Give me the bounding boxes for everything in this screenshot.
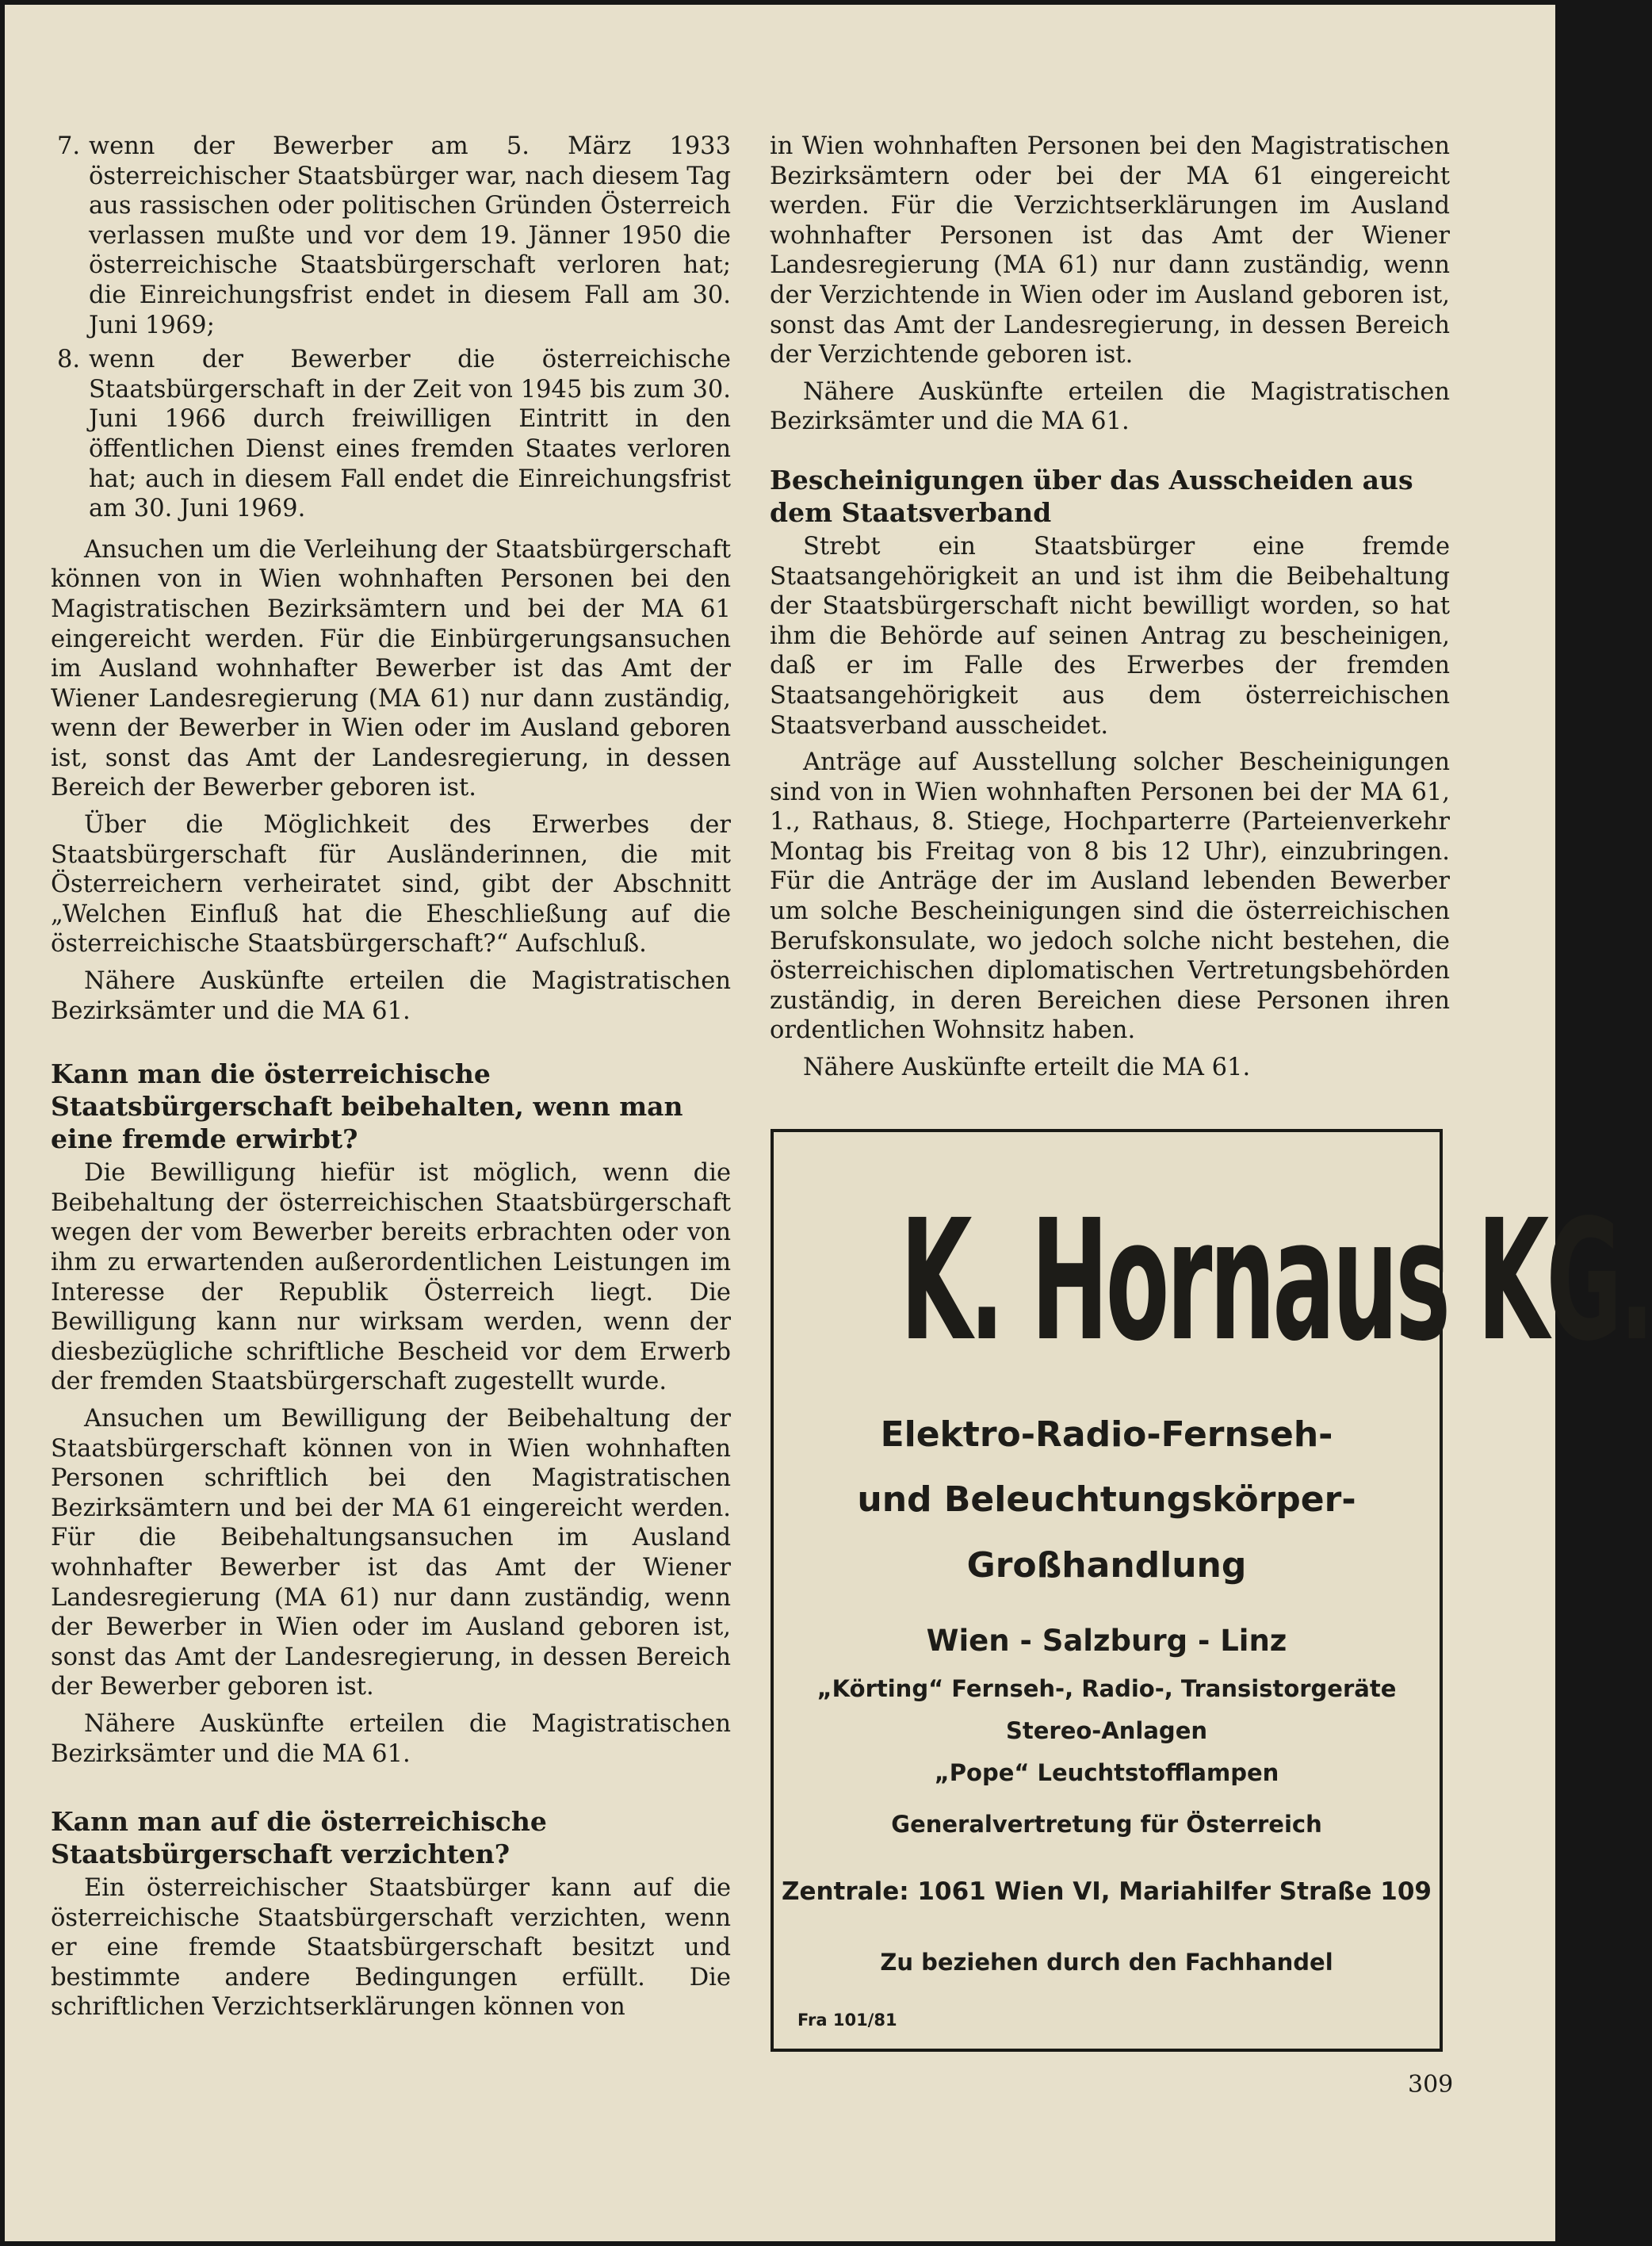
ad-cities: Wien - Salzburg - Linz — [926, 1624, 1287, 1658]
company-name: K. Hornaus KG. — [900, 1184, 1652, 1378]
list-item — [51, 132, 731, 340]
list-item-text: wenn der Bewerber am 5. März 1933 österreichischer Staatsbürger war, nach diesem Tag aus rassischen oder politischen Gründen Österreich verlassen mußte und vor dem 19. Jänner 1950 die österreichische Staatsbürgerschaft verloren hat; die Einreichungsfrist endet in diesem Fall am 30. Juni 1969; — [89, 132, 731, 339]
ad-line: und Beleuchtungskörper- — [857, 1479, 1356, 1520]
paragraph: in Wien wohnhaften Personen bei den Magistratischen Bezirksämtern oder bei der MA 61 eingereicht werden. Für die Verzichtserklärungen im Ausland wohnhafter Personen ist das Amt der Wiener Landesregierung (MA 61) nur dann zuständig, wenn der Verzichtende in Wien oder im Ausland geboren ist, sonst das Amt der Landesregierung, in dessen Bereich der Verzichtende geboren ist. — [770, 132, 1450, 369]
paragraph: Nähere Auskünfte erteilen die Magistratischen Bezirksämter und die MA 61. — [51, 967, 731, 1025]
ad-products: „Pope“ Leuchtstofflampen — [934, 1759, 1279, 1786]
paragraph: Anträge auf Ausstellung solcher Bescheinigungen sind von in Wien wohnhaften Personen bei der MA 61, 1., Rathaus, 8. Stiege, Hochparterre (Parteienverkehr Montag bis Freitag von 8 bis 12 Uhr), einzubringen. Für die Anträge der im Ausland lebenden Bewerber um solche Bescheinigungen sind die österreichischen Berufskonsulate, wo jedoch solche nicht bestehen, die österreichischen diplomatischen Vertretungsbehörden zuständig, in deren Bereichen diese Personen ihren ordentlichen Wohnsitz haben. — [770, 748, 1450, 1045]
list-item-text: wenn der Bewerber die österreichische Staatsbürgerschaft in der Zeit von 1945 bis zum 30. Juni 1966 durch freiwilligen Eintritt in den öffentlichen Dienst eines fremden Staates verloren hat; auch in diesem Fall endet die Einreichungsfrist am 30. Juni 1969. — [89, 346, 731, 523]
ad-products: Stereo-Anlagen — [1005, 1717, 1208, 1744]
paragraph: Nähere Auskünfte erteilen die Magistratischen Bezirksämter und die MA 61. — [770, 377, 1450, 436]
paragraph: Ein österreichischer Staatsbürger kann auf die österreichische Staatsbürgerschaft verzichten, wenn er eine fremde Staatsbürgerschaft besitzt und bestimmte andere Bedingungen erfüllt. Die schriftlichen Verzichtserklärungen können von — [51, 1874, 731, 2022]
ad-dealer: Zu beziehen durch den Fachhandel — [880, 1949, 1333, 1976]
section-heading: Kann man die österreichische Staatsbürgerschaft beibehalten, wenn man eine fremde erwirbt? — [51, 1058, 683, 1155]
ad-code: Fra 101/81 — [797, 2011, 897, 2030]
ad-address: Zentrale: 1061 Wien VI, Mariahilfer Straße 109 — [781, 1877, 1432, 1906]
paragraph: Nähere Auskünfte erteilen die Magistratischen Bezirksämter und die MA 61. — [51, 1709, 731, 1768]
paragraph: Ansuchen um die Verleihung der Staatsbürgerschaft können von in Wien wohnhaften Personen bei den Magistratischen Bezirksämtern und bei der MA 61 eingereicht werden. Für die Einbürgerungsansuchen im Ausland wohnhafter Bewerber ist das Amt der Wiener Landesregierung (MA 61) nur dann zuständig, wenn der Bewerber in Wien oder im Ausland geboren ist, sonst das Amt der Landesregierung, in dessen Bereich der Bewerber geboren ist. — [51, 535, 731, 802]
list-item-number: 8. — [57, 346, 81, 374]
page-number: 309 — [1408, 2071, 1454, 2099]
paragraph: Die Bewilligung hiefür ist möglich, wenn die Beibehaltung der österreichischen Staatsbürgerschaft wegen der vom Bewerber bereits erbrachten oder von ihm zu erwartenden außerordentlichen Leistungen im Interesse der Republik Österreich liegt. Die Bewilligung kann nur wirksam werden, wenn der diesbezügliche schriftliche Bescheid vor dem Erwerb der fremden Staatsbürgerschaft zugestellt wurde. — [51, 1159, 731, 1396]
right-column — [770, 132, 1450, 1090]
eligibility-list — [51, 132, 731, 524]
section-heading: Bescheinigungen über das Ausscheiden aus dem Staatsverband — [770, 464, 1413, 528]
section-heading: Kann man auf die österreichische Staatsbürgerschaft verzichten? — [51, 1806, 547, 1870]
page — [5, 5, 1652, 2241]
ad-line: Elektro-Radio-Fernseh- — [880, 1414, 1333, 1455]
paragraph: Nähere Auskünfte erteilt die MA 61. — [803, 1054, 1251, 1082]
ad-representation: Generalvertretung für Österreich — [891, 1811, 1322, 1838]
ad-products: „Körting“ Fernseh-, Radio-, Transistorgeräte — [816, 1675, 1397, 1702]
advertisement-box — [771, 1129, 1652, 2052]
list-item-number: 7. — [57, 132, 81, 160]
list-item — [51, 345, 731, 524]
left-column — [51, 132, 731, 2030]
paragraph: Strebt ein Staatsbürger eine fremde Staatsangehörigkeit an und ist ihm die Beibehaltung der Staatsbürgerschaft nicht bewilligt worden, so hat ihm die Behörde auf seinen Antrag zu bescheinigen, daß er im Falle des Erwerbes der fremden Staatsangehörigkeit aus dem österreichischen Staatsverband ausscheidet. — [770, 532, 1450, 740]
paragraph: Über die Möglichkeit des Erwerbes der Staatsbürgerschaft für Ausländerinnen, die mit Österreichern verheiratet sind, gibt der Abschnitt „Welchen Einfluß hat die Eheschließung auf die österreichische Staatsbürgerschaft?“ Aufschluß. — [51, 811, 731, 958]
paragraph: Ansuchen um Bewilligung der Beibehaltung der Staatsbürgerschaft können von in Wien wohnhaften Personen schriftlich bei den Magistratischen Bezirksämtern und bei der MA 61 eingereicht werden. Für die Beibehaltungsansuchen im Ausland wohnhafter Bewerber ist das Amt der Wiener Landesregierung (MA 61) nur dann zuständig, wenn der Bewerber in Wien oder im Ausland geboren ist, sonst das Amt der Landesregierung, in dessen Bereich der Bewerber geboren ist. — [51, 1404, 731, 1701]
ad-line: Großhandlung — [966, 1545, 1247, 1586]
